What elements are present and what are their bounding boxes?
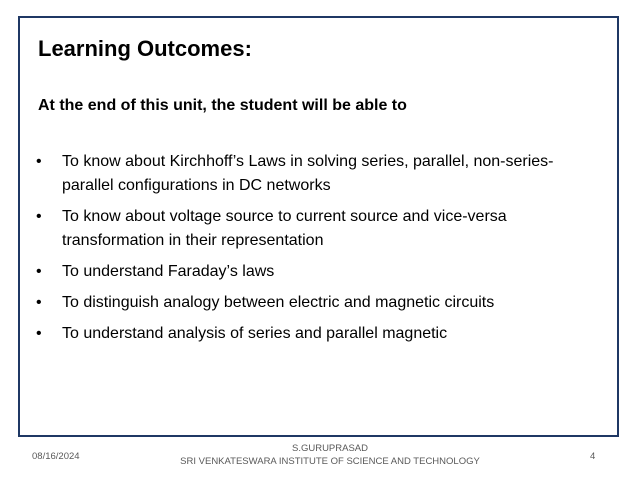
bullet-icon: • <box>36 294 42 311</box>
list-item-text: To know about voltage source to current source and vice-versa transformation in their representation <box>62 208 507 249</box>
bullet-icon: • <box>36 263 42 280</box>
bullet-icon: • <box>36 208 42 225</box>
list-item <box>34 291 604 315</box>
footer-credit <box>160 442 500 468</box>
footer-date: 08/16/2024 <box>32 451 80 462</box>
bullet-icon: • <box>36 153 42 170</box>
slide-subtitle: At the end of this unit, the student will be able to <box>38 97 407 114</box>
list-item <box>34 150 604 198</box>
slide-title: Learning Outcomes: <box>38 36 252 61</box>
list-item-text: To understand analysis of series and parallel magnetic <box>62 325 448 342</box>
outcomes-list <box>34 150 604 353</box>
list-item <box>34 205 604 253</box>
list-item-text: To distinguish analogy between electric and magnetic circuits <box>62 294 495 311</box>
page-number: 4 <box>590 451 596 462</box>
list-item <box>34 260 604 284</box>
list-item-text: To understand Faraday’s laws <box>62 263 275 280</box>
list-item-text: To know about Kirchhoff’s Laws in solving series, parallel, non-series-parallel configurations in DC networks <box>62 153 554 194</box>
footer-author: S.GURUPRASAD <box>291 443 368 454</box>
bullet-icon: • <box>36 325 42 342</box>
list-item <box>34 322 604 346</box>
footer-institution: SRI VENKATESWARA INSTITUTE OF SCIENCE AND TECHNOLOGY <box>180 456 480 467</box>
